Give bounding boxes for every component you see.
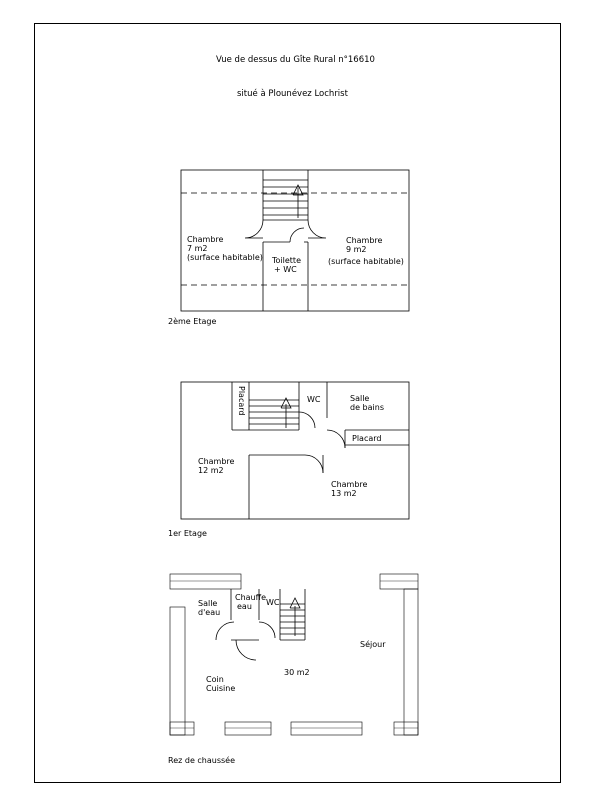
- ground-salle-deau-name2: d'eau: [198, 608, 221, 617]
- floor1-door-chambre: [305, 455, 323, 473]
- floor2-chambre-left-area: 7 m2: [187, 244, 208, 253]
- floor2-door-right: [308, 220, 326, 238]
- ground-staircase: [280, 598, 305, 636]
- floor2-chambre-left-note: (surface habitable): [187, 253, 263, 262]
- floor1-salle-de-bains-name: Salle: [350, 394, 370, 403]
- ground-salle-deau-name: Salle: [198, 599, 218, 608]
- ground-wc-label: WC: [266, 598, 280, 607]
- floor1-salle-de-bains-name2: de bains: [350, 403, 384, 412]
- ground-caption: Rez de chaussée: [168, 756, 236, 765]
- ground-surface-label: 30 m2: [284, 668, 310, 677]
- floor2-chambre-right-name: Chambre: [346, 236, 383, 245]
- floor2-toilette-label: Toilette: [272, 256, 301, 265]
- floor2-wc-label: + WC: [274, 265, 297, 274]
- ground-door-wc: [259, 622, 275, 638]
- floor1-staircase: [249, 398, 299, 430]
- ground-door-salle-deau: [216, 622, 234, 640]
- ground-coin-cuisine-name2: Cuisine: [206, 684, 236, 693]
- floor1-door-wc: [299, 412, 315, 428]
- ground-sejour-label: Séjour: [360, 640, 386, 649]
- floor1-chambre-left-area: 12 m2: [198, 466, 224, 475]
- floor1-chambre-right-name: Chambre: [331, 480, 368, 489]
- floor2-door-wc: [290, 228, 304, 242]
- ground-door-chauffe-eau: [236, 640, 256, 660]
- floor1-placard-vertical-label: Placard: [237, 386, 246, 416]
- floor2-chambre-left-name: Chambre: [187, 235, 224, 244]
- floor1-chambre-left-name: Chambre: [198, 457, 235, 466]
- floor2-staircase: [263, 180, 308, 220]
- floor2-chambre-right-area: 9 m2: [346, 245, 367, 254]
- ground-coin-cuisine-name: Coin: [206, 675, 224, 684]
- ground-chauffe-eau-name2: eau: [237, 602, 252, 611]
- floor1-chambre-right-area: 13 m2: [331, 489, 357, 498]
- floor2-door-left: [245, 220, 263, 238]
- ground-chauffe-eau-name: Chauffe: [235, 593, 267, 602]
- plan-title: Vue de dessus du Gîte Rural n°16610: [216, 55, 375, 65]
- floor1-placard-label: Placard: [352, 434, 382, 443]
- floor1-door-bath: [327, 430, 345, 448]
- plan-subtitle: situé à Plounévez Lochrist: [237, 89, 348, 99]
- floor1-caption: 1er Etage: [168, 529, 207, 538]
- floor1-wc-label: WC: [307, 395, 321, 404]
- floor2-caption: 2ème Etage: [168, 317, 217, 326]
- floor2-chambre-right-note: (surface habitable): [328, 257, 404, 266]
